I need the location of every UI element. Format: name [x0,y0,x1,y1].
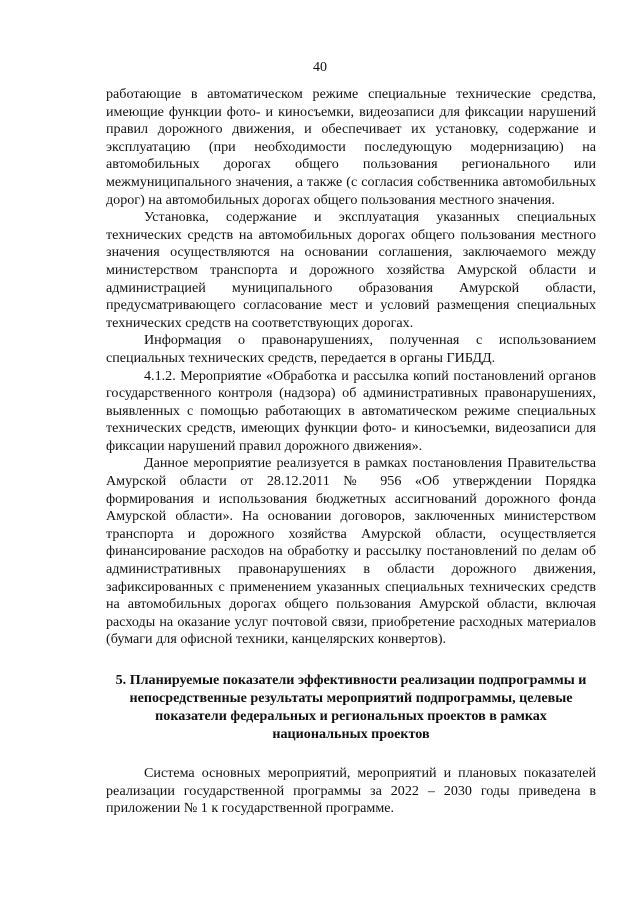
section-heading: 5. Планируемые показатели эффективности реализации подпрограммы и непосредственные результаты мероприятий подпрограммы, целевые показатели федеральных и региональных проектов в рамках национальных проектов [115,672,587,742]
paragraph-system: Система основных мероприятий, мероприятий и плановых показателей реализации государственной программы за 2022 – 2030 годы приведена в приложении № 1 к государственной программе. [106,765,596,817]
document-body [106,86,596,818]
paragraph-installation: Установка, содержание и эксплуатация указанных специальных технических средств на автомобильных дорогах общего пользования местного значения осуществляются на основании соглашения, заключаемого между министерством транспорта и дорожного хозяйства Амурской области и администрацией муниципального образования Амурской области, предусматривающего согласование мест и условий размещения специальных технических средств на соответствующих дорогах. [106,209,596,331]
paragraph-measure-4-1-2: 4.1.2. Мероприятие «Обработка и рассылка копий постановлений органов государственного контроля (надзора) об административных правонарушениях, выявленных с помощью работающих в автоматическом режиме специальных технических средств, имеющих функции фото- и киносъемки, видеозаписи для фиксации нарушений правил дорожного движения». [106,367,596,454]
paragraph-continuation: работающие в автоматическом режиме специальные технические средства, имеющие функции фото- и киносъемки, видеозаписи для фиксации нарушений правил дорожного движения, и обеспечивает их установку, содержание и эксплуатацию (при необходимости последующую модернизацию) на автомобильных дорогах общего пользования регионального или межмуниципального значения, а также (с согласия собственника автомобильных дорог) на автомобильных дорогах общего пользования местного значения. [106,86,596,208]
paragraph-implementation: Данное мероприятие реализуется в рамках постановления Правительства Амурской области от 28.12.2011 № 956 «Об утверждении Порядка формирования и использования бюджетных ассигнований дорожного фонда Амурской области». На основании договоров, заключенных министерством транспорта и дорожного хозяйства Амурской области, осуществляется финансирование расходов на обработку и рассылку постановлений по делам об административных правонарушениях в области дорожного движения, зафиксированных с применением указанных специальных технических средств на автомобильных дорогах общего пользования Амурской области, включая расходы на оказание услуг почтовой связи, приобретение расходных материалов (бумаги для офисной техники, канцелярских конвертов). [106,455,596,648]
paragraph-information: Информация о правонарушениях, полученная с использованием специальных технических средств, передается в органы ГИБДД. [106,332,596,366]
page-number: 40 [313,60,327,75]
